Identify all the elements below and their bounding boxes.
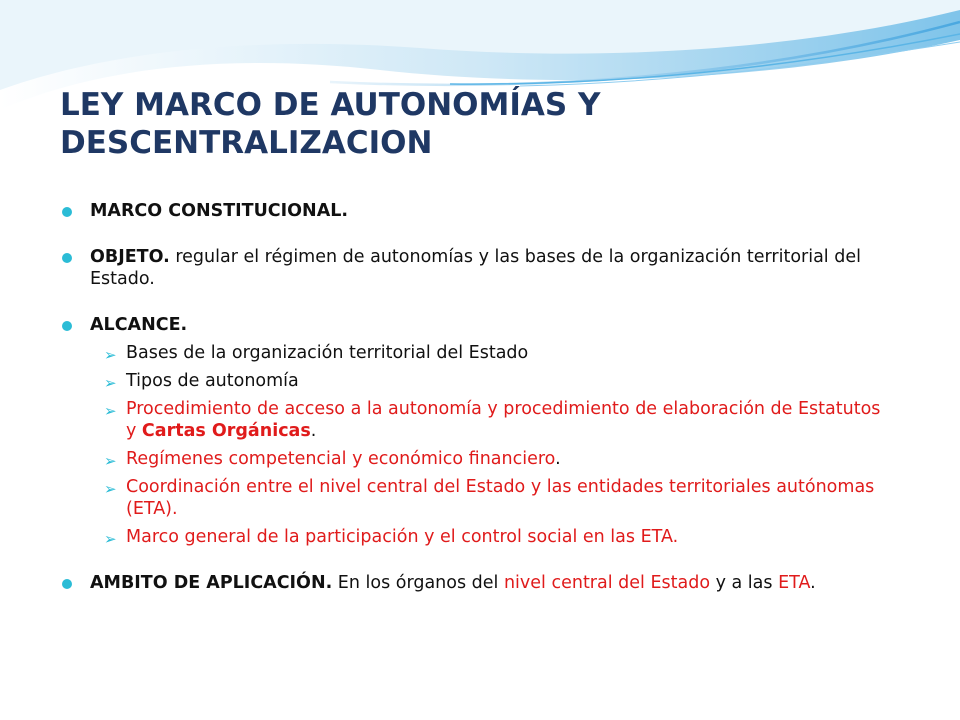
cartas-organicas: Cartas Orgánicas <box>141 421 311 441</box>
objeto-text: regular el régimen de autonomías y las bases de la organización territorial del Estado. <box>90 247 861 289</box>
arrow-right-icon: ➢ <box>104 374 117 392</box>
slide-title <box>60 86 900 162</box>
alcance-item-text: Bases de la organización territorial del Estado <box>126 343 529 363</box>
title-line-1: LEY MARCO DE AUTONOMÍAS Y <box>60 87 601 123</box>
alcance-item <box>62 370 882 392</box>
ambito-nivel-central: nivel central del Estado <box>503 573 711 593</box>
arrow-right-icon: ➢ <box>104 480 117 498</box>
bullet-alcance <box>62 314 882 336</box>
alcance-item-text: Tipos de autonomía <box>126 371 299 391</box>
arrow-right-icon: ➢ <box>104 402 117 420</box>
ambito-eta: ETA <box>778 573 811 593</box>
alcance-item-text: Regímenes competencial y económico financiero <box>126 449 556 469</box>
bullet-objeto <box>62 246 882 290</box>
ambito-label: AMBITO DE APLICACIÓN. <box>90 573 333 593</box>
bullet-ambito <box>62 572 882 594</box>
alcance-item <box>62 342 882 364</box>
alcance-item <box>62 398 882 442</box>
alcance-item <box>62 448 882 470</box>
marco-label: MARCO CONSTITUCIONAL. <box>90 201 349 221</box>
alcance-item-text: Marco general de la participación y el control social en las ETA. <box>126 527 679 547</box>
alcance-item-period: . <box>310 421 317 441</box>
objeto-label: OBJETO. <box>90 247 170 267</box>
slide-content <box>62 200 882 594</box>
ambito-text: y a las <box>710 573 779 593</box>
alcance-label: ALCANCE. <box>90 315 188 335</box>
arrow-right-icon: ➢ <box>104 346 117 364</box>
arrow-right-icon: ➢ <box>104 452 117 470</box>
alcance-item-period: . <box>555 449 561 469</box>
ambito-period: . <box>810 573 816 593</box>
alcance-item-text: Coordinación entre el nivel central del Estado y las entidades territoriales autónomas (ETA). <box>126 477 875 519</box>
ambito-text: En los órganos del <box>332 573 504 593</box>
arrow-right-icon: ➢ <box>104 530 117 548</box>
alcance-item <box>62 476 882 520</box>
alcance-item-text: Procedimiento de acceso a la autonomía y procedimiento de elaboración de Estatutos y <box>126 399 881 441</box>
title-line-2: DESCENTRALIZACION <box>60 125 433 161</box>
alcance-item <box>62 526 882 548</box>
bullet-marco-constitucional <box>62 200 882 222</box>
